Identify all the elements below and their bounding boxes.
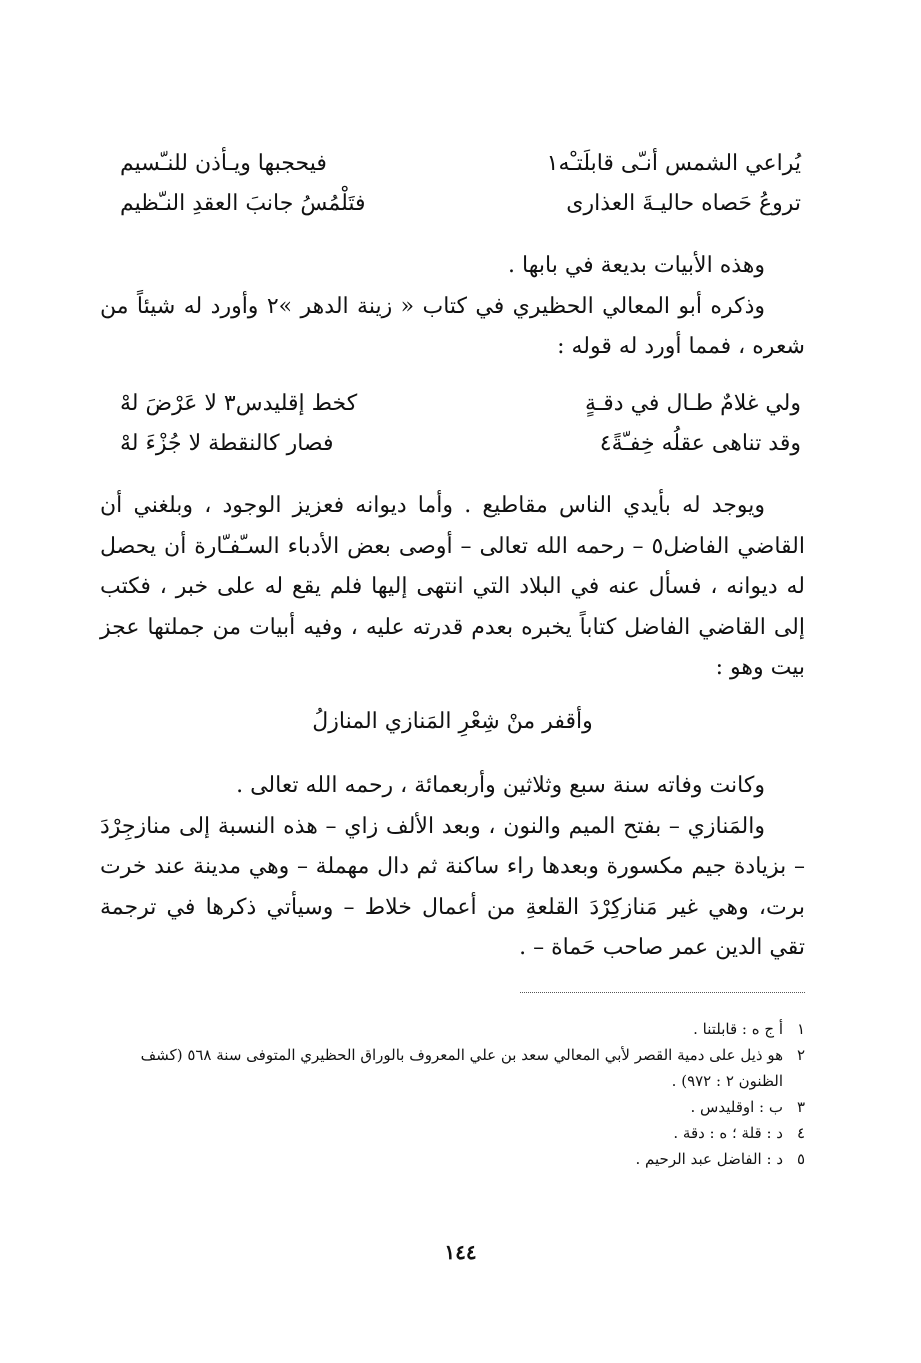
footnote-text: د : الفاضل عبد الرحيم . [635, 1150, 783, 1168]
verse-second-hemistich: فيحجبها ويـأذن للنـّسيم [120, 151, 327, 176]
footnote-separator [520, 992, 805, 993]
prose-block-1 [100, 246, 805, 368]
verse-second-hemistich: كخط إقليدس٣ لا عَرْضَ لهْ [120, 391, 358, 416]
verse-first-hemistich: يُراعي الشمس أنـّى قابلَتـْه١ [546, 151, 801, 176]
footnote-number: ٣ [796, 1098, 805, 1116]
prose-block-2 [100, 486, 805, 689]
paragraph: والمَنازي – بفتح الميم والنون ، وبعد الألف زاي – هذه النسبة إلى منازجِرْدَ – بزيادة جيم مكسورة وبعدها راء ساكنة ثم دال مهملة – وهي مدينة عند خرت برت، وهي غير مَنازكِرْدَ القلعةِ من أعمال خلاط – وسيأتي ذكرها في ترجمة تقي الدين عمر صاحب حَماة – . [100, 813, 805, 960]
verse-line [120, 184, 801, 224]
paragraph: وكانت وفاته سنة سبع وثلاثين وأربعمائة ، رحمه الله تعالى . [236, 773, 765, 798]
footnote-number: ٢ [796, 1046, 805, 1064]
footnote [100, 1094, 805, 1120]
verse-line [120, 424, 801, 464]
verse-block-middle [120, 384, 801, 464]
verse-line [120, 384, 801, 424]
verse-second-hemistich: فتَلْمُسُ جانبَ العقدِ النـّظيم [120, 191, 366, 216]
footnote [100, 1146, 805, 1172]
footnote-text: أ ج ه : قابلتنا . [693, 1020, 783, 1038]
footnotes [100, 1016, 805, 1172]
paragraph: وذكره أبو المعالي الحظيري في كتاب « زينة الدهر »٢ وأورد له شيئاً من شعره ، فمما أورد له قوله : [100, 293, 805, 359]
verse-first-hemistich: وقد تناهى عقلُه خِفـّةً٤ [599, 431, 801, 456]
footnote-number: ٤ [796, 1124, 805, 1142]
verse-second-hemistich: فصار كالنقطة لا جُزْءَ لهْ [120, 431, 334, 456]
footnote-text: ب : اوقليدس . [690, 1098, 783, 1116]
verse-line [120, 144, 801, 184]
single-verse: وأقفر منْ شِعْرِ المَنازي المنازلُ [312, 709, 593, 734]
verse-block-top [120, 144, 801, 224]
footnote-number: ٥ [796, 1150, 805, 1168]
footnote [100, 1120, 805, 1146]
footnote-text: د : قلة ؛ ه : دقة . [673, 1124, 783, 1142]
footnote-number: ١ [796, 1020, 805, 1038]
footnote [100, 1016, 805, 1042]
paragraph: ويوجد له بأيدي الناس مقاطيع . وأما ديوانه فعزيز الوجود ، وبلغني أن القاضي الفاضل٥ – رحمه الله تعالى – أوصى بعض الأدباء السـّفـّارة أن يحصل له ديوانه ، فسأل عنه في البلاد التي انتهى إليها فلم يقع له على خبر ، فكتب إلى القاضي الفاضل كتاباً يخبره بعدم قدرته عليه ، وفيه أبيات من جملتها عجز بيت وهو : [100, 493, 805, 680]
verse-first-hemistich: تروعُ حَصاه حاليـةَ العذارى [566, 191, 801, 216]
paragraph: وهذه الأبيات بديعة في بابها . [508, 253, 765, 278]
prose-block-3 [100, 766, 805, 969]
footnote-text: هو ذيل على دمية القصر لأبي المعالي سعد بن علي المعروف بالوراق الحظيري المتوفى سنة ٥٦٨ (كشف الظنون ٢ : ٩٧٢) . [140, 1046, 783, 1090]
footnote [100, 1042, 805, 1094]
page-number: ١٤٤ [444, 1240, 477, 1264]
verse-first-hemistich: ولي غلامٌ طـال في دقـةٍ [585, 391, 801, 416]
